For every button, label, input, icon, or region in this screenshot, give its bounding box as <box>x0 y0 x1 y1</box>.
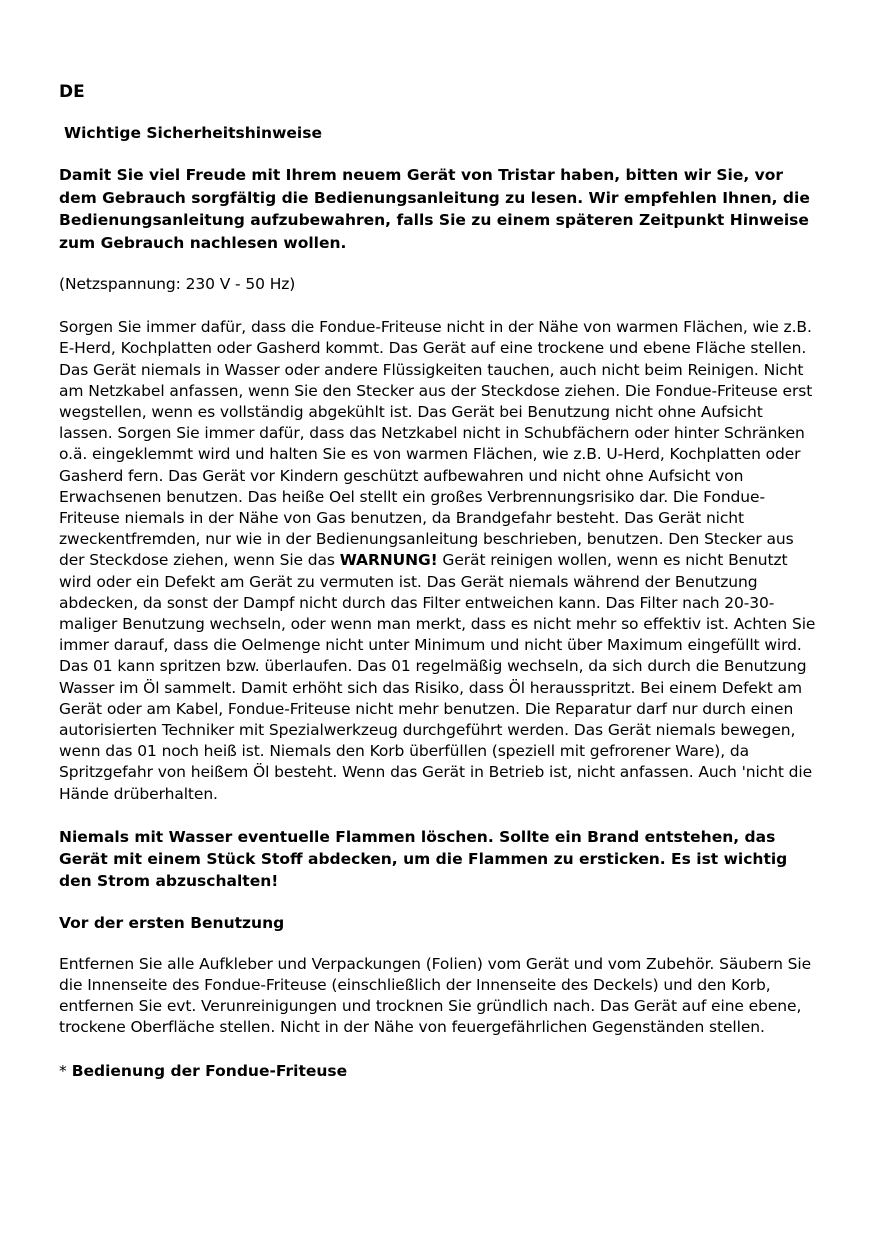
section-heading-operation: Bedienung der Fondue-Friteuse <box>71 1061 348 1080</box>
safety-text-part1: Sorgen Sie immer dafür, dass die Fondue-Friteuse nicht in der Nähe von warmen Flächen, wie z.B. E-Herd, Kochplatten oder Gasherd kommt. Das Gerät auf eine trockene und ebene Fläche stellen. Das Gerät niemals in Wasser oder andere Flüssigkeiten tauchen, auch nicht beim Reinigen. Nicht am Netzkabel anfassen, wenn Sie den Stecker aus der Steckdose ziehen. Die Fondue-Friteuse erst wegstellen, wenn es vollständig abgekühlt ist. Das Gerät bei Benutzung nicht ohne Aufsicht lassen. Sorgen Sie immer dafür, dass das Netzkabel nicht in Schubfächern oder hinter Schränken o.ä. eingeklemmt wird und halten Sie es von warmen Flächen, wie z.B. U-Herd, Kochplatten oder Gasherd fern. Das Gerät vor Kindern geschützt aufbewahren und nicht ohne Aufsicht von Erwachsenen benutzen. Das heiße Oel stellt ein großes Verbrennungsrisiko dar. Die Fondue-Friteuse niemals in der Nähe von Gas benutzen, da Brandgefahr besteht. Das Gerät nicht zweckentfremden, nur wie in der Bedienungsanleitung beschrieben, benutzen. Den Stecker aus der Steckdose ziehen, wenn Sie das <box>59 318 813 570</box>
intro-paragraph: Damit Sie viel Freude mit Ihrem neuem Gerät von Tristar haben, bitten wir Sie, vor dem Gebrauch sorgfältig die Bedienungsanleitung zu lesen. Wir empfehlen Ihnen, die Bedienungsanleitung aufzubewahren, falls Sie zu einem späteren Zeitpunkt Hinweise zum Gebrauch nachlesen wollen. <box>59 166 810 252</box>
first-use-paragraph: Entfernen Sie alle Aufkleber und Verpackungen (Folien) vom Gerät und vom Zubehör. Säubern Sie die Innenseite des Fondue-Friteuse (einschließlich der Innenseite des Deckels) und den Korb, entfernen Sie evt. Verunreinigungen und trocknen Sie gründlich nach. Das Gerät auf eine ebene, trockene Oberfläche stellen. Nicht in der Nähe von feuergefährlichen Gegenständen stellen. <box>59 954 812 1037</box>
language-code: DE <box>59 82 85 102</box>
bullet-asterisk: * <box>59 1061 72 1080</box>
document-page <box>59 80 819 1082</box>
operation-heading-row <box>59 1060 819 1082</box>
section-title-safety: Wichtige Sicherheitshinweise <box>64 124 322 142</box>
voltage-note: (Netzspannung: 230 V - 50 Hz) <box>59 275 296 293</box>
safety-instructions-paragraph <box>59 317 819 805</box>
warning-label: WARNUNG! <box>339 551 438 570</box>
safety-text-part2: Gerät reinigen wollen, wenn es nicht Benutzt wird oder ein Defekt am Gerät zu vermuten ist. Das Gerät niemals während der Benutzung abdecken, da sonst der Dampf nicht durch das Filter entweichen kann. Das Filter nach 20-30-maliger Benutzung wechseln, oder wenn man merkt, dass es nicht mehr so effektiv ist. Achten Sie immer darauf, dass die Oelmenge nicht unter Minimum und nicht über Maximum eingefüllt wird. Das 01 kann spritzen bzw. überlaufen. Das 01 regelmäßig wechseln, da sich durch die Benutzung Wasser im Öl sammelt. Damit erhöht sich das Risiko, dass Öl herausspritzt. Bei einem Defekt am Gerät oder am Kabel, Fondue-Friteuse nicht mehr benutzen. Die Reparatur darf nur durch einen autorisierten Techniker mit Spezialwerkzeug durchgeführt werden. Das Gerät niemals bewegen, wenn das 01 noch heiß ist. Niemals den Korb überfüllen (speziell mit gefrorener Ware), da Spritzgefahr von heißem Öl besteht. Wenn das Gerät in Betrieb ist, nicht anfassen. Auch 'nicht die Hände drüberhalten. <box>59 551 816 803</box>
fire-warning-paragraph: Niemals mit Wasser eventuelle Flammen löschen. Sollte ein Brand entstehen, das Gerät mit einem Stück Stoff abdecken, um die Flammen zu ersticken. Es ist wichtig den Strom abzuschalten! <box>59 827 788 890</box>
section-heading-first-use: Vor der ersten Benutzung <box>59 913 285 932</box>
